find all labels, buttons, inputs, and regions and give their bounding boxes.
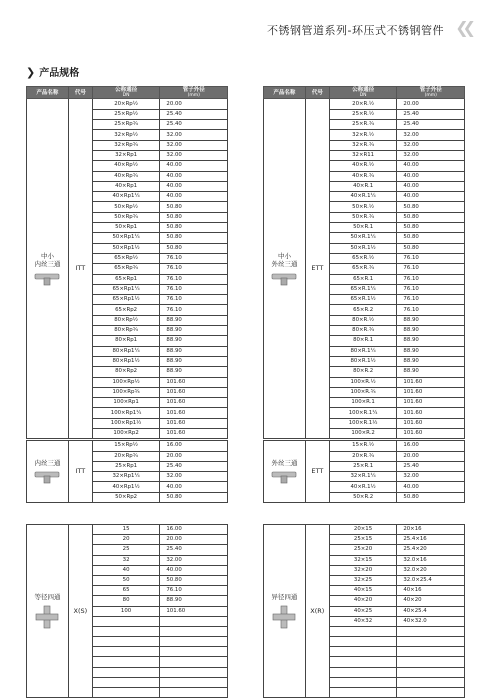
nominal-diameter-cell: 32×15 (329, 555, 397, 565)
nominal-diameter-cell: 100×Rp¾ (92, 387, 160, 397)
outer-diameter-cell: 40.00 (397, 181, 465, 191)
empty-cell (329, 677, 397, 687)
outer-diameter-cell: 88.90 (397, 326, 465, 336)
nominal-diameter-cell: 20×15 (329, 525, 397, 535)
empty-cell (92, 657, 160, 667)
outer-diameter-cell: 88.90 (160, 346, 228, 356)
outer-diameter-cell: 101.60 (160, 377, 228, 387)
nominal-diameter-cell: 65×Rp1 (92, 274, 160, 284)
outer-diameter-cell: 101.60 (397, 398, 465, 408)
outer-diameter-cell: 88.90 (160, 596, 228, 606)
nominal-diameter-cell: 40×Rp1 (92, 181, 160, 191)
nominal-diameter-cell: 32 (92, 555, 160, 565)
col-header-od: 管子外径 (mm) (160, 87, 228, 99)
nominal-diameter-cell: 25×20 (329, 545, 397, 555)
outer-diameter-cell: 40×25.4 (397, 606, 465, 616)
nominal-diameter-cell: 50×Rp½ (92, 202, 160, 212)
outer-diameter-cell: 88.90 (160, 356, 228, 366)
nominal-diameter-cell: 32×Rp½ (92, 130, 160, 140)
empty-cell (397, 647, 465, 657)
product-name: 中小 外丝三通 (271, 251, 298, 269)
outer-diameter-cell: 76.10 (397, 253, 465, 263)
nominal-diameter-cell: 40×R.½ (329, 161, 397, 171)
outer-diameter-cell: 50.80 (160, 575, 228, 585)
outer-diameter-cell: 16.00 (160, 525, 228, 535)
cross-fitting-icon (35, 605, 59, 629)
nominal-diameter-cell: 100×R.2 (329, 428, 397, 438)
nominal-diameter-cell: 80×R.2 (329, 367, 397, 377)
nominal-diameter-cell: 65×R.¾ (329, 264, 397, 274)
outer-diameter-cell: 25.40 (397, 461, 465, 471)
outer-diameter-cell: 50.80 (397, 223, 465, 233)
col-header-name: 产品名称 (27, 87, 69, 99)
empty-cell (397, 657, 465, 667)
outer-diameter-cell: 50.80 (397, 233, 465, 243)
product-code: ETT (305, 441, 329, 503)
outer-diameter-cell: 40.00 (160, 565, 228, 575)
nominal-diameter-cell: 25×R.1 (329, 461, 397, 471)
spec-table-reducing-cross (263, 524, 465, 698)
empty-cell (329, 667, 397, 677)
outer-diameter-cell: 76.10 (160, 586, 228, 596)
nominal-diameter-cell: 32×Rp1 (92, 150, 160, 160)
outer-diameter-cell: 101.60 (397, 377, 465, 387)
product-code: ITT (68, 99, 92, 439)
chevron-decoration-icon: ❮❮ (455, 18, 470, 37)
nominal-diameter-cell: 50×R.1¼ (329, 233, 397, 243)
nominal-diameter-cell: 80×Rp1 (92, 336, 160, 346)
outer-diameter-cell: 101.60 (397, 428, 465, 438)
product-name-cell (27, 441, 69, 503)
outer-diameter-cell: 40.00 (160, 161, 228, 171)
outer-diameter-cell: 20.00 (160, 451, 228, 461)
outer-diameter-cell: 50.80 (160, 233, 228, 243)
col-header-dn: 公称通径 DN (329, 87, 397, 99)
outer-diameter-cell: 40.00 (397, 161, 465, 171)
outer-diameter-cell: 101.60 (397, 408, 465, 418)
empty-cell (397, 677, 465, 687)
tee-fitting-icon (271, 272, 297, 286)
table-row (27, 525, 228, 535)
outer-diameter-cell: 16.00 (160, 441, 228, 451)
outer-diameter-cell: 20.00 (160, 99, 228, 109)
tee-fitting-icon (271, 470, 297, 484)
nominal-diameter-cell: 100×Rp½ (92, 377, 160, 387)
empty-cell (92, 647, 160, 657)
nominal-diameter-cell: 65×R.1¼ (329, 284, 397, 294)
outer-diameter-cell: 32.00 (397, 472, 465, 482)
nominal-diameter-cell: 20×R.¾ (329, 451, 397, 461)
outer-diameter-cell: 32.0×25.4 (397, 575, 465, 585)
nominal-diameter-cell: 100×Rp1¼ (92, 408, 160, 418)
nominal-diameter-cell: 80×R.¾ (329, 326, 397, 336)
nominal-diameter-cell: 40×25 (329, 606, 397, 616)
nominal-diameter-cell: 50×Rp1¼ (92, 233, 160, 243)
empty-cell (160, 667, 228, 677)
outer-diameter-cell: 32.00 (397, 130, 465, 140)
outer-diameter-cell: 40×32.0 (397, 616, 465, 626)
empty-cell (92, 626, 160, 636)
nominal-diameter-cell: 20×R.½ (329, 99, 397, 109)
nominal-diameter-cell: 20×Rp¾ (92, 451, 160, 461)
nominal-diameter-cell: 32×25 (329, 575, 397, 585)
nominal-diameter-cell: 32×Rp1¼ (92, 472, 160, 482)
outer-diameter-cell: 40.00 (160, 181, 228, 191)
product-name-cell (264, 441, 306, 503)
nominal-diameter-cell: 50×Rp1 (92, 223, 160, 233)
nominal-diameter-cell: 100 (92, 606, 160, 616)
nominal-diameter-cell: 100×R.1 (329, 398, 397, 408)
nominal-diameter-cell: 100×Rp1½ (92, 418, 160, 428)
nominal-diameter-cell: 65×Rp¾ (92, 264, 160, 274)
nominal-diameter-cell: 40×R.1¼ (329, 192, 397, 202)
product-code: ETT (305, 99, 329, 439)
nominal-diameter-cell: 20×Rp½ (92, 99, 160, 109)
nominal-diameter-cell: 80 (92, 596, 160, 606)
page-title: 不锈钢管道系列-环压式不锈钢管件 (267, 24, 444, 37)
outer-diameter-cell: 40.00 (160, 192, 228, 202)
nominal-diameter-cell: 80×R.½ (329, 315, 397, 325)
nominal-diameter-cell: 65×R.2 (329, 305, 397, 315)
outer-diameter-cell: 50.80 (160, 212, 228, 222)
nominal-diameter-cell: 65×R.1 (329, 274, 397, 284)
nominal-diameter-cell: 50×R.½ (329, 202, 397, 212)
nominal-diameter-cell: 50×R.1½ (329, 243, 397, 253)
nominal-diameter-cell: 50 (92, 575, 160, 585)
nominal-diameter-cell: 40×R.¾ (329, 171, 397, 181)
empty-cell (329, 637, 397, 647)
outer-diameter-cell: 40×20 (397, 596, 465, 606)
empty-cell (160, 647, 228, 657)
empty-cell (160, 616, 228, 626)
outer-diameter-cell: 25.40 (397, 109, 465, 119)
outer-diameter-cell: 32.00 (160, 140, 228, 150)
nominal-diameter-cell: 40×Rp¾ (92, 171, 160, 181)
empty-cell (329, 647, 397, 657)
nominal-diameter-cell: 25×Rp1 (92, 461, 160, 471)
nominal-diameter-cell: 80×Rp2 (92, 367, 160, 377)
product-name: 外丝三通 (271, 458, 298, 467)
table-row (27, 99, 228, 109)
outer-diameter-cell: 50.80 (397, 243, 465, 253)
outer-diameter-cell: 20.00 (397, 451, 465, 461)
outer-diameter-cell: 88.90 (397, 367, 465, 377)
product-code: X(R) (305, 525, 329, 698)
nominal-diameter-cell: 25×Rp¾ (92, 120, 160, 130)
outer-diameter-cell: 88.90 (160, 315, 228, 325)
empty-cell (397, 637, 465, 647)
nominal-diameter-cell: 80×Rp1½ (92, 356, 160, 366)
product-name: 中小 内丝三通 (34, 251, 61, 269)
outer-diameter-cell: 76.10 (397, 274, 465, 284)
outer-diameter-cell: 25.40 (160, 120, 228, 130)
outer-diameter-cell: 25.4×20 (397, 545, 465, 555)
nominal-diameter-cell: 40×Rp1½ (92, 482, 160, 492)
product-name-cell (264, 99, 306, 439)
nominal-diameter-cell: 32×R.1¼ (329, 472, 397, 482)
nominal-diameter-cell: 80×Rp¾ (92, 326, 160, 336)
product-name-cell (27, 99, 69, 439)
product-name-cell (264, 525, 306, 698)
tee-fitting-icon (34, 272, 60, 286)
nominal-diameter-cell: 65×Rp1¼ (92, 284, 160, 294)
outer-diameter-cell: 32.00 (160, 472, 228, 482)
nominal-diameter-cell: 100×Rp1 (92, 398, 160, 408)
empty-cell (92, 677, 160, 687)
outer-diameter-cell: 32.00 (397, 140, 465, 150)
nominal-diameter-cell: 50×R.¾ (329, 212, 397, 222)
outer-diameter-cell: 50.80 (397, 492, 465, 502)
nominal-diameter-cell: 32×R.½ (329, 130, 397, 140)
outer-diameter-cell: 76.10 (397, 284, 465, 294)
product-name: 内丝三通 (34, 458, 61, 467)
empty-cell (329, 657, 397, 667)
spec-table-external-tee (263, 86, 465, 503)
outer-diameter-cell: 101.60 (160, 418, 228, 428)
nominal-diameter-cell: 80×R.1½ (329, 356, 397, 366)
outer-diameter-cell: 76.10 (160, 264, 228, 274)
outer-diameter-cell: 40.00 (397, 192, 465, 202)
spec-table-internal-tee (26, 86, 228, 503)
empty-cell (397, 626, 465, 636)
product-name: 异径四通 (271, 593, 298, 602)
outer-diameter-cell: 32.0×20 (397, 565, 465, 575)
outer-diameter-cell: 16.00 (397, 441, 465, 451)
col-header-od: 管子外径 (mm) (397, 87, 465, 99)
outer-diameter-cell: 25.40 (160, 109, 228, 119)
outer-diameter-cell: 20.00 (160, 535, 228, 545)
nominal-diameter-cell: 20 (92, 535, 160, 545)
nominal-diameter-cell: 80×R.1¼ (329, 346, 397, 356)
empty-cell (92, 616, 160, 626)
outer-diameter-cell: 101.60 (397, 418, 465, 428)
nominal-diameter-cell: 100×R.¾ (329, 387, 397, 397)
nominal-diameter-cell: 40×R.1 (329, 181, 397, 191)
outer-diameter-cell: 101.60 (160, 398, 228, 408)
outer-diameter-cell: 25.40 (160, 461, 228, 471)
outer-diameter-cell: 76.10 (160, 253, 228, 263)
nominal-diameter-cell: 15 (92, 525, 160, 535)
outer-diameter-cell: 76.10 (160, 295, 228, 305)
nominal-diameter-cell: 25×R.¾ (329, 120, 397, 130)
nominal-diameter-cell: 50×Rp¾ (92, 212, 160, 222)
col-header-code: 代号 (305, 87, 329, 99)
empty-cell (160, 626, 228, 636)
outer-diameter-cell: 101.60 (160, 387, 228, 397)
col-header-dn: 公称通径 DN (92, 87, 160, 99)
section-title-text: 产品规格 (39, 68, 80, 79)
nominal-diameter-cell: 32×Rp¾ (92, 140, 160, 150)
col-header-code: 代号 (68, 87, 92, 99)
outer-diameter-cell: 76.10 (160, 284, 228, 294)
outer-diameter-cell: 50.80 (397, 212, 465, 222)
nominal-diameter-cell: 40 (92, 565, 160, 575)
product-name: 等径四通 (34, 593, 61, 602)
outer-diameter-cell: 101.60 (397, 387, 465, 397)
empty-cell (160, 637, 228, 647)
nominal-diameter-cell: 32×20 (329, 565, 397, 575)
table-row (27, 441, 228, 451)
outer-diameter-cell: 76.10 (397, 305, 465, 315)
outer-diameter-cell: 32.00 (397, 150, 465, 160)
nominal-diameter-cell: 50×R.2 (329, 492, 397, 502)
nominal-diameter-cell: 65×R.1½ (329, 295, 397, 305)
outer-diameter-cell: 50.80 (397, 202, 465, 212)
nominal-diameter-cell: 40×32 (329, 616, 397, 626)
spec-table-equal-cross (26, 524, 228, 698)
nominal-diameter-cell: 25×R.½ (329, 109, 397, 119)
nominal-diameter-cell: 32×R.¾ (329, 140, 397, 150)
outer-diameter-cell: 40×16 (397, 586, 465, 596)
outer-diameter-cell: 32.0×16 (397, 555, 465, 565)
nominal-diameter-cell: 100×R.1½ (329, 418, 397, 428)
outer-diameter-cell: 101.60 (160, 606, 228, 616)
nominal-diameter-cell: 40×Rp1¼ (92, 192, 160, 202)
col-header-name: 产品名称 (264, 87, 306, 99)
outer-diameter-cell: 32.00 (160, 555, 228, 565)
outer-diameter-cell: 88.90 (397, 315, 465, 325)
nominal-diameter-cell: 15×R.½ (329, 441, 397, 451)
table-row (264, 525, 465, 535)
outer-diameter-cell: 88.90 (160, 326, 228, 336)
outer-diameter-cell: 76.10 (160, 305, 228, 315)
outer-diameter-cell: 32.00 (160, 150, 228, 160)
outer-diameter-cell: 40.00 (160, 171, 228, 181)
outer-diameter-cell: 88.90 (397, 356, 465, 366)
outer-diameter-cell: 40.00 (397, 482, 465, 492)
nominal-diameter-cell: 15×Rp½ (92, 441, 160, 451)
nominal-diameter-cell: 25 (92, 545, 160, 555)
empty-cell (329, 626, 397, 636)
outer-diameter-cell: 101.60 (160, 428, 228, 438)
outer-diameter-cell: 50.80 (160, 492, 228, 502)
empty-cell (92, 667, 160, 677)
section-heading (26, 64, 79, 79)
nominal-diameter-cell: 50×Rp1½ (92, 243, 160, 253)
product-code: X(S) (68, 525, 92, 698)
nominal-diameter-cell: 50×R.1 (329, 223, 397, 233)
outer-diameter-cell: 50.80 (160, 243, 228, 253)
empty-cell (92, 637, 160, 647)
nominal-diameter-cell: 40×R.1½ (329, 482, 397, 492)
outer-diameter-cell: 25.4×16 (397, 535, 465, 545)
outer-diameter-cell: 88.90 (160, 336, 228, 346)
empty-cell (160, 657, 228, 667)
outer-diameter-cell: 20×16 (397, 525, 465, 535)
nominal-diameter-cell: 40×15 (329, 586, 397, 596)
table-row (264, 99, 465, 109)
nominal-diameter-cell: 25×15 (329, 535, 397, 545)
outer-diameter-cell: 20.00 (397, 99, 465, 109)
outer-diameter-cell: 76.10 (397, 295, 465, 305)
nominal-diameter-cell: 80×R.1 (329, 336, 397, 346)
nominal-diameter-cell: 50×Rp2 (92, 492, 160, 502)
outer-diameter-cell: 50.80 (160, 223, 228, 233)
nominal-diameter-cell: 40×Rp½ (92, 161, 160, 171)
chevron-right-icon: ❯ (26, 66, 36, 79)
cross-fitting-icon (272, 605, 296, 629)
nominal-diameter-cell: 65 (92, 586, 160, 596)
outer-diameter-cell: 76.10 (160, 274, 228, 284)
empty-cell (160, 677, 228, 687)
nominal-diameter-cell: 100×Rp2 (92, 428, 160, 438)
empty-cell (397, 667, 465, 677)
nominal-diameter-cell: 65×Rp2 (92, 305, 160, 315)
outer-diameter-cell: 101.60 (160, 408, 228, 418)
nominal-diameter-cell: 80×Rp1¼ (92, 346, 160, 356)
nominal-diameter-cell: 65×Rp1½ (92, 295, 160, 305)
nominal-diameter-cell: 80×Rp½ (92, 315, 160, 325)
nominal-diameter-cell: 65×R.½ (329, 253, 397, 263)
tee-fitting-icon (34, 470, 60, 484)
nominal-diameter-cell: 25×Rp½ (92, 109, 160, 119)
nominal-diameter-cell: 40×20 (329, 596, 397, 606)
nominal-diameter-cell: 65×Rp½ (92, 253, 160, 263)
nominal-diameter-cell: 32×R11 (329, 150, 397, 160)
outer-diameter-cell: 50.80 (160, 202, 228, 212)
outer-diameter-cell: 88.90 (397, 336, 465, 346)
outer-diameter-cell: 25.40 (397, 120, 465, 130)
outer-diameter-cell: 88.90 (160, 367, 228, 377)
product-code: ITT (68, 441, 92, 503)
outer-diameter-cell: 40.00 (160, 482, 228, 492)
outer-diameter-cell: 88.90 (397, 346, 465, 356)
outer-diameter-cell: 32.00 (160, 130, 228, 140)
outer-diameter-cell: 76.10 (397, 264, 465, 274)
outer-diameter-cell: 25.40 (160, 545, 228, 555)
outer-diameter-cell: 40.00 (397, 171, 465, 181)
product-name-cell (27, 525, 69, 698)
table-row (264, 441, 465, 451)
nominal-diameter-cell: 100×R.1¼ (329, 408, 397, 418)
nominal-diameter-cell: 100×R.½ (329, 377, 397, 387)
